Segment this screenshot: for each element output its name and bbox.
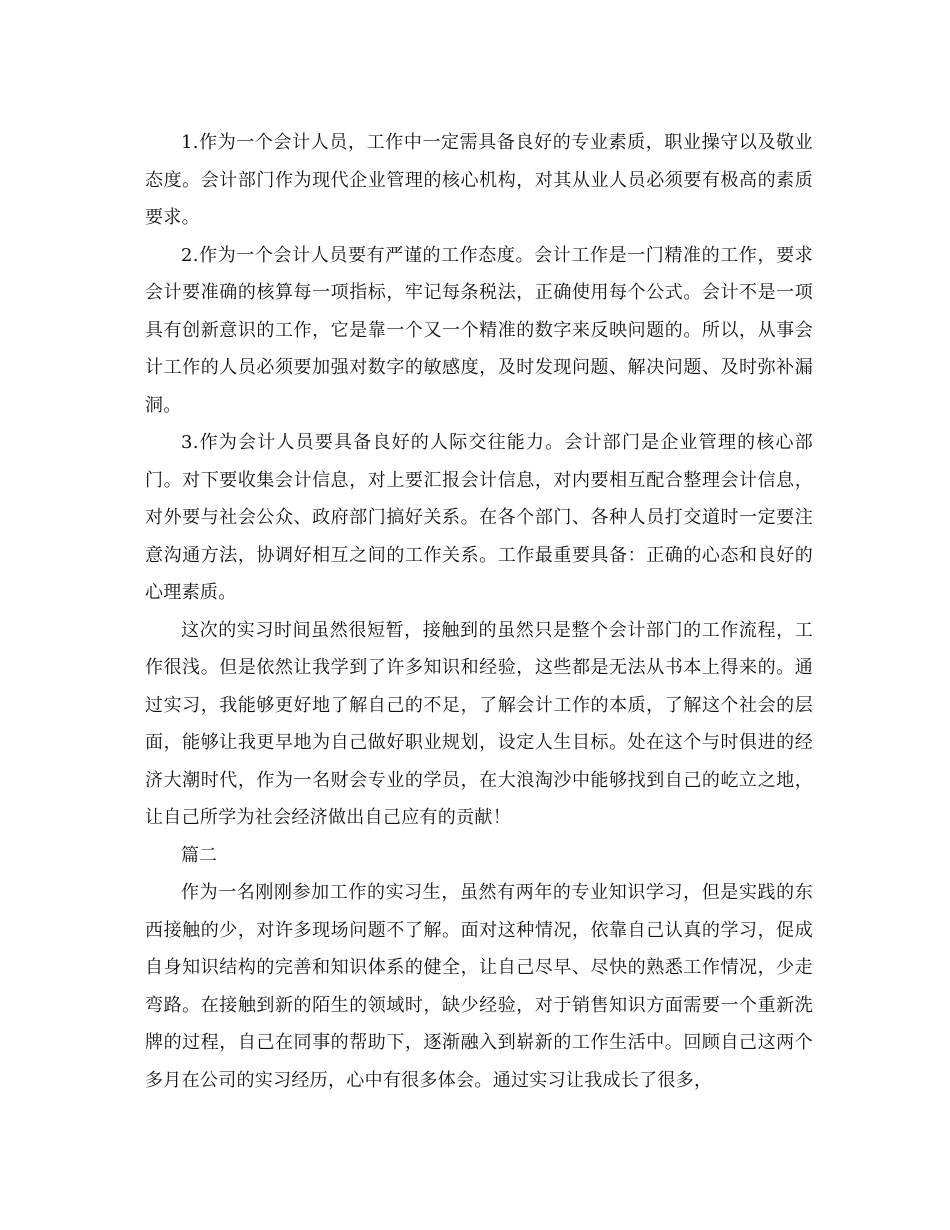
section-heading: 篇二: [181, 844, 217, 866]
paragraph-1: 1.作为一个会计人员，工作中一定需具备良好的专业素质，职业操守以及敬业态度。会计部门作为现代企业管理的核心机构，对其从业人员必须要有极高的素质要求。: [145, 132, 813, 228]
paragraph-2: 2.作为一个会计人员要有严谨的工作态度。会计工作是一门精准的工作，要求会计要准确的核算每一项指标，牢记每条税法，正确使用每个公式。会计不是一项具有创新意识的工作，它是靠一个又一个精准的数字来反映问题的。所以，从事会计工作的人员必须要加强对数字的敏感度，及时发现问题、解决问题、及时弥补漏洞。: [145, 244, 813, 416]
document-body: [145, 124, 813, 1099]
paragraph-3: 3.作为会计人员要具备良好的人际交往能力。会计部门是企业管理的核心部门。对下要收集会计信息，对上要汇报会计信息，对内要相互配合整理会计信息，对外要与社会公众、政府部门搞好关系。在各个部门、各种人员打交道时一定要注意沟通方法，协调好相互之间的工作关系。工作最重要具备：正确的心态和良好的心理素质。: [145, 432, 813, 603]
section-paragraph-1: 作为一名刚刚参加工作的实习生，虽然有两年的专业知识学习，但是实践的东西接触的少，对许多现场问题不了解。面对这种情况，依靠自己认真的学习，促成自身知识结构的完善和知识体系的健全，让自己尽早、尽快的熟悉工作情况，少走弯路。在接触到新的陌生的领域时，缺少经验，对于销售知识方面需要一个重新洗牌的过程，自己在同事的帮助下，逐渐融入到崭新的工作生活中。回顾自己这两个多月在公司的实习经历，心中有很多体会。通过实习让我成长了很多，: [145, 882, 813, 1091]
paragraph-4: 这次的实习时间虽然很短暂，接触到的虽然只是整个会计部门的工作流程，工作很浅。但是依然让我学到了许多知识和经验，这些都是无法从书本上得来的。通过实习，我能够更好地了解自己的不足，了解会计工作的本质，了解这个社会的层面，能够让我更早地为自己做好职业规划，设定人生目标。处在这个与时俱进的经济大潮时代，作为一名财会专业的学员，在大浪淘沙中能够找到自己的屹立之地，让自己所学为社会经济做出自己应有的贡献！: [145, 619, 813, 828]
